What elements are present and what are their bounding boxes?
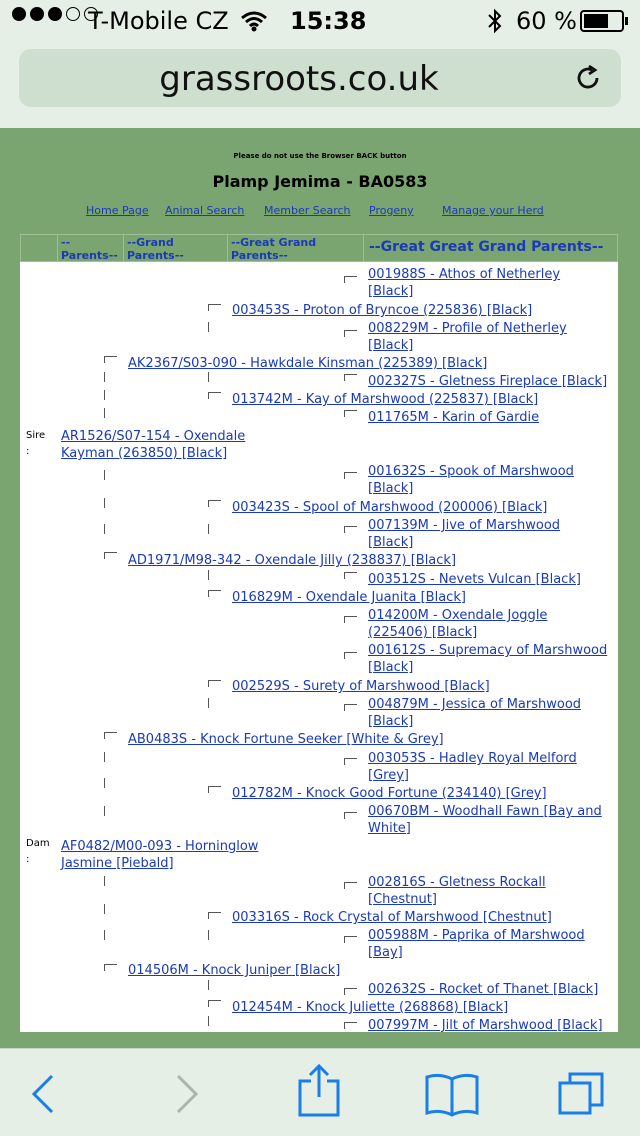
signal-strength-icon <box>12 7 98 21</box>
pedigree-entry[interactable]: 004879M - Jessica of Marshwood [Black] <box>368 697 582 729</box>
pedigree-entry[interactable]: 001988S - Athos of Netherley [Black] <box>368 267 561 299</box>
nav-home-page[interactable]: Home Page <box>86 204 149 217</box>
pedigree-entry[interactable]: 007997M - Jilt of Marshwood [Black] <box>368 1018 603 1033</box>
pedigree-entry[interactable]: 012782M - Knock Good Fortune (234140) [Grey] <box>232 786 547 801</box>
nav-progeny[interactable]: Progeny <box>369 204 414 217</box>
nav-member-search[interactable]: Member Search <box>264 204 351 217</box>
reload-icon[interactable] <box>573 63 603 93</box>
pedigree-entry[interactable]: 001632S - Spook of Marshwood [Black] <box>368 464 574 496</box>
url-field[interactable] <box>19 49 621 107</box>
pedigree-entry[interactable]: 014506M - Knock Juniper [Black] <box>128 963 341 978</box>
web-page <box>0 128 640 1048</box>
bluetooth-icon <box>486 8 504 34</box>
battery-percentage: 60 % <box>516 7 577 35</box>
pedigree-entry[interactable]: 016829M - Oxendale Juanita [Black] <box>232 590 466 605</box>
status-bar <box>0 0 640 42</box>
pedigree-entry[interactable]: 003423S - Spool of Marshwood (200006) [Black] <box>232 500 548 515</box>
back-button-notice: Please do not use the Browser BACK button <box>233 152 407 160</box>
header-great-great-grand-parents: --Great Great Grand Parents-- <box>369 239 604 255</box>
pedigree-entry[interactable]: 007139M - Jive of Marshwood [Black] <box>368 518 561 550</box>
carrier-name: T-Mobile CZ <box>88 7 229 35</box>
header-grand-parents: --Grand Parents-- <box>127 236 184 262</box>
pedigree-entry[interactable]: 012454M - Knock Juliette (268868) [Black] <box>232 1000 509 1015</box>
nav-manage-your-herd[interactable]: Manage your Herd <box>442 204 544 217</box>
pedigree-entry[interactable]: 002632S - Rocket of Thanet [Black] <box>368 982 599 997</box>
pedigree-entry[interactable]: 002529S - Surety of Marshwood [Black] <box>232 679 490 694</box>
clock: 15:38 <box>290 7 367 35</box>
forward-icon[interactable] <box>160 1071 210 1117</box>
pedigree-entry[interactable]: 005988M - Paprika of Marshwood [Bay] <box>368 928 585 960</box>
tabs-icon[interactable] <box>556 1071 606 1117</box>
header-great-grand-parents: --Great Grand Parents-- <box>231 236 317 262</box>
pedigree-entry[interactable]: 002327S - Gletness Fireplace [Black] <box>368 374 608 389</box>
sire-label: Sire : <box>26 430 46 457</box>
pedigree-entry[interactable]: 013742M - Kay of Marshwood (225837) [Black] <box>232 392 539 407</box>
pedigree-entry[interactable]: 011765M - Karin of Gardie <box>368 410 540 425</box>
dam-entry[interactable]: AF0482/M00-093 - Horninglow Jasmine [Piebald] <box>61 839 259 871</box>
pedigree-table-header <box>20 234 618 262</box>
pedigree-entry[interactable]: 001612S - Supremacy of Marshwood [Black] <box>368 643 608 675</box>
pedigree-entry[interactable]: 008229M - Profile of Netherley [Black] <box>368 321 567 353</box>
pedigree-entry[interactable]: 014200M - Oxendale Joggle (225406) [Black] <box>368 608 548 640</box>
pedigree-entry[interactable]: 003453S - Proton of Bryncoe (225836) [Black] <box>232 303 533 318</box>
pedigree-entry[interactable]: 002816S - Gletness Rockall [Chestnut] <box>368 875 546 907</box>
pedigree-table <box>20 262 618 1032</box>
url-text[interactable]: grassroots.co.uk <box>159 59 439 99</box>
page-title: Plamp Jemima - BA0583 <box>212 172 428 191</box>
wifi-icon <box>240 10 268 32</box>
dam-label: Dam : <box>26 838 50 865</box>
battery-icon <box>580 10 630 32</box>
pedigree-entry[interactable]: AK2367/S03-090 - Hawkdale Kinsman (225389) [Black] <box>128 356 488 371</box>
back-icon[interactable] <box>20 1071 70 1117</box>
browser-toolbar <box>0 1048 640 1136</box>
pedigree-entry[interactable]: 003512S - Nevets Vulcan [Black] <box>368 572 581 587</box>
pedigree-entry[interactable]: 00670BM - Woodhall Fawn [Bay and White] <box>368 804 602 836</box>
browser-address-bar <box>0 42 640 128</box>
share-icon[interactable] <box>294 1063 344 1119</box>
header-parents: -- Parents-- <box>61 236 118 262</box>
sire-entry[interactable]: AR1526/S07-154 - Oxendale Kayman (263850) [Black] <box>61 429 246 461</box>
pedigree-entry[interactable]: AB0483S - Knock Fortune Seeker [White & Grey] <box>128 732 444 747</box>
pedigree-entry[interactable]: 003316S - Rock Crystal of Marshwood [Chestnut] <box>232 910 552 925</box>
bookmarks-icon[interactable] <box>424 1071 480 1117</box>
nav-animal-search[interactable]: Animal Search <box>165 204 245 217</box>
pedigree-entry[interactable]: 003053S - Hadley Royal Melford [Grey] <box>368 751 577 783</box>
pedigree-entry[interactable]: AD1971/M98-342 - Oxendale Jilly (238837) [Black] <box>128 553 457 568</box>
